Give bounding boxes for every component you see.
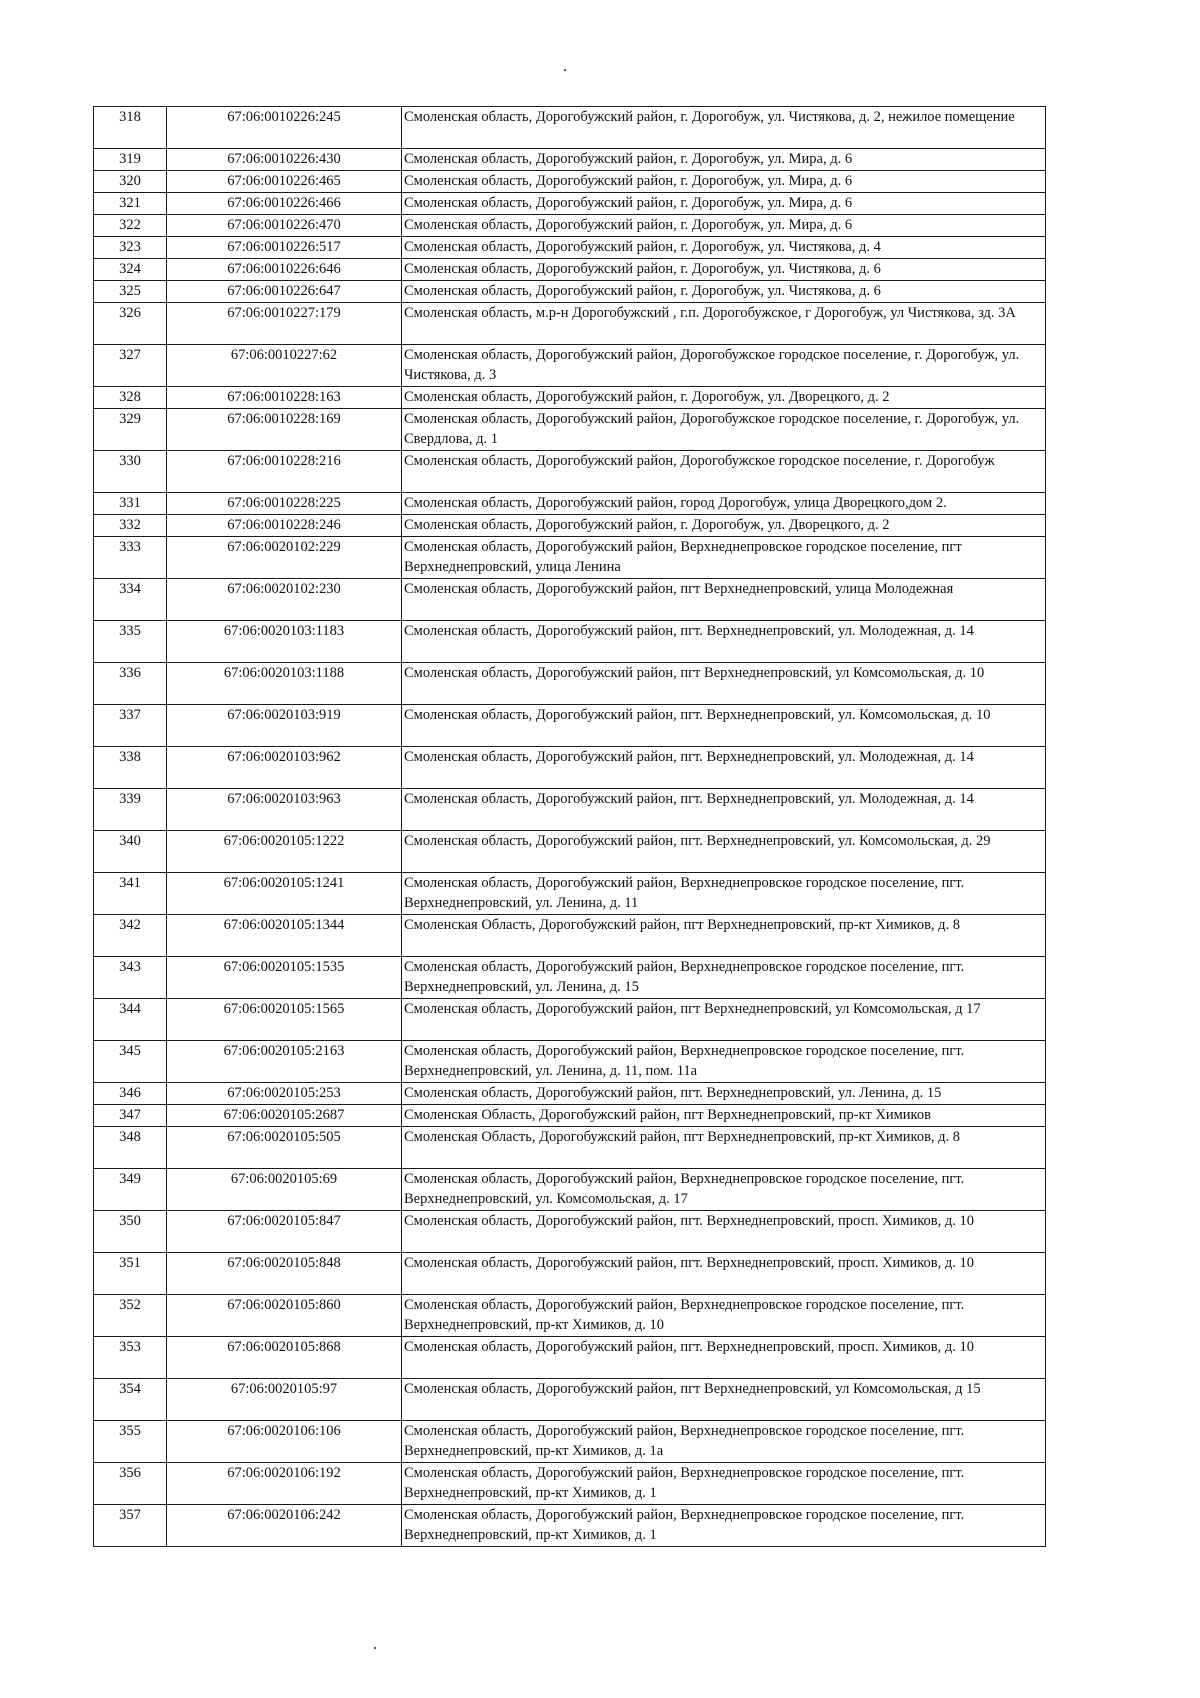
cadastral-number: 67:06:0020105:2687 — [167, 1105, 402, 1127]
address: Смоленская область, Дорогобужский район, Дорогобужское городское поселение, г. Дорогобуж — [402, 451, 1046, 493]
cadastral-number: 67:06:0020105:69 — [167, 1169, 402, 1211]
row-number: 332 — [94, 515, 167, 537]
row-number: 334 — [94, 579, 167, 621]
property-registry-table — [93, 106, 1046, 1547]
table-row — [94, 1463, 1046, 1505]
address: Смоленская область, Дорогобужский район, пгт. Верхнеднепровский, ул. Молодежная, д. 14 — [402, 621, 1046, 663]
table-row — [94, 1041, 1046, 1083]
row-number: 333 — [94, 537, 167, 579]
address: Смоленская область, Дорогобужский район, Верхнеднепровское городское поселение, пгт. Верхнеднепровский, пр-кт Химиков, д. 1 — [402, 1505, 1046, 1547]
row-number: 340 — [94, 831, 167, 873]
cadastral-number: 67:06:0010227:179 — [167, 303, 402, 345]
address: Смоленская область, Дорогобужский район, пгт. Верхнеднепровский, просп. Химиков, д. 10 — [402, 1211, 1046, 1253]
table-row — [94, 1253, 1046, 1295]
table-row — [94, 237, 1046, 259]
row-number: 357 — [94, 1505, 167, 1547]
table-row — [94, 1083, 1046, 1105]
table-row — [94, 831, 1046, 873]
cadastral-number: 67:06:0010228:169 — [167, 409, 402, 451]
row-number: 324 — [94, 259, 167, 281]
address: Смоленская область, м.р-н Дорогобужский , г.п. Дорогобужское, г Дорогобуж, ул Чистякова, зд. 3А — [402, 303, 1046, 345]
address: Смоленская область, Дорогобужский район, Верхнеднепровское городское поселение, пгт. Верхнеднепровский, пр-кт Химиков, д. 1 — [402, 1463, 1046, 1505]
row-number: 352 — [94, 1295, 167, 1337]
cadastral-number: 67:06:0020102:230 — [167, 579, 402, 621]
address: Смоленская Область, Дорогобужский район, пгт Верхнеднепровский, пр-кт Химиков — [402, 1105, 1046, 1127]
table-row — [94, 193, 1046, 215]
row-number: 350 — [94, 1211, 167, 1253]
row-number: 354 — [94, 1379, 167, 1421]
address: Смоленская область, Дорогобужский район, г. Дорогобуж, ул. Мира, д. 6 — [402, 149, 1046, 171]
row-number: 330 — [94, 451, 167, 493]
table-row — [94, 1505, 1046, 1547]
row-number: 321 — [94, 193, 167, 215]
row-number: 345 — [94, 1041, 167, 1083]
table-row — [94, 579, 1046, 621]
cadastral-number: 67:06:0010226:245 — [167, 107, 402, 149]
table-row — [94, 1337, 1046, 1379]
cadastral-number: 67:06:0010226:646 — [167, 259, 402, 281]
row-number: 351 — [94, 1253, 167, 1295]
cadastral-number: 67:06:0020105:1565 — [167, 999, 402, 1041]
row-number: 346 — [94, 1083, 167, 1105]
table-row — [94, 281, 1046, 303]
row-number: 339 — [94, 789, 167, 831]
row-number: 327 — [94, 345, 167, 387]
address: Смоленская область, Дорогобужский район, пгт Верхнеднепровский, ул Комсомольская, д. 10 — [402, 663, 1046, 705]
row-number: 343 — [94, 957, 167, 999]
address: Смоленская область, Дорогобужский район, пгт. Верхнеднепровский, ул. Молодежная, д. 14 — [402, 789, 1046, 831]
table-row — [94, 493, 1046, 515]
row-number: 319 — [94, 149, 167, 171]
address: Смоленская область, Дорогобужский район, Верхнеднепровское городское поселение, пгт. Верхнеднепровский, ул. Ленина, д. 11, пом. 11а — [402, 1041, 1046, 1083]
cadastral-number: 67:06:0020103:963 — [167, 789, 402, 831]
table-row — [94, 705, 1046, 747]
address: Смоленская область, Дорогобужский район, Верхнеднепровское городское поселение, пгт. Верхнеднепровский, ул. Комсомольская, д. 17 — [402, 1169, 1046, 1211]
row-number: 331 — [94, 493, 167, 515]
address: Смоленская область, Дорогобужский район, Верхнеднепровское городское поселение, пгт. Верхнеднепровский, пр-кт Химиков, д. 1а — [402, 1421, 1046, 1463]
table-row — [94, 747, 1046, 789]
cadastral-number: 67:06:0020105:868 — [167, 1337, 402, 1379]
address: Смоленская область, Дорогобужский район, г. Дорогобуж, ул. Мира, д. 6 — [402, 215, 1046, 237]
row-number: 336 — [94, 663, 167, 705]
row-number: 329 — [94, 409, 167, 451]
cadastral-number: 67:06:0020103:919 — [167, 705, 402, 747]
address: Смоленская область, Дорогобужский район, пгт. Верхнеднепровский, ул. Ленина, д. 15 — [402, 1083, 1046, 1105]
scan-speck-bottom — [374, 1647, 376, 1649]
address: Смоленская область, Дорогобужский район, г. Дорогобуж, ул. Чистякова, д. 6 — [402, 281, 1046, 303]
cadastral-number: 67:06:0020105:860 — [167, 1295, 402, 1337]
row-number: 325 — [94, 281, 167, 303]
cadastral-number: 67:06:0010226:465 — [167, 171, 402, 193]
table-row — [94, 1379, 1046, 1421]
table-row — [94, 451, 1046, 493]
table-row — [94, 215, 1046, 237]
row-number: 341 — [94, 873, 167, 915]
row-number: 323 — [94, 237, 167, 259]
cadastral-number: 67:06:0010228:163 — [167, 387, 402, 409]
cadastral-number: 67:06:0010226:517 — [167, 237, 402, 259]
row-number: 353 — [94, 1337, 167, 1379]
cadastral-number: 67:06:0020105:505 — [167, 1127, 402, 1169]
cadastral-number: 67:06:0020105:97 — [167, 1379, 402, 1421]
table-row — [94, 873, 1046, 915]
cadastral-number: 67:06:0020103:1188 — [167, 663, 402, 705]
table-row — [94, 1421, 1046, 1463]
table-row — [94, 789, 1046, 831]
address: Смоленская область, Дорогобужский район, пгт Верхнеднепровский, ул Комсомольская, д 15 — [402, 1379, 1046, 1421]
row-number: 328 — [94, 387, 167, 409]
table-row — [94, 915, 1046, 957]
address: Смоленская область, Дорогобужский район, пгт. Верхнеднепровский, просп. Химиков, д. 10 — [402, 1253, 1046, 1295]
cadastral-number: 67:06:0020105:1222 — [167, 831, 402, 873]
address: Смоленская область, Дорогобужский район, г. Дорогобуж, ул. Чистякова, д. 4 — [402, 237, 1046, 259]
row-number: 349 — [94, 1169, 167, 1211]
cadastral-number: 67:06:0010228:246 — [167, 515, 402, 537]
cadastral-number: 67:06:0020106:106 — [167, 1421, 402, 1463]
table-row — [94, 1127, 1046, 1169]
row-number: 320 — [94, 171, 167, 193]
row-number: 347 — [94, 1105, 167, 1127]
cadastral-number: 67:06:0010226:430 — [167, 149, 402, 171]
address: Смоленская область, Дорогобужский район, Верхнеднепровское городское поселение, пгт. Верхнеднепровский, ул. Ленина, д. 11 — [402, 873, 1046, 915]
cadastral-number: 67:06:0020105:848 — [167, 1253, 402, 1295]
table-row — [94, 621, 1046, 663]
table-row — [94, 537, 1046, 579]
cadastral-number: 67:06:0020105:1535 — [167, 957, 402, 999]
table-row — [94, 107, 1046, 149]
scan-speck-top — [564, 69, 566, 71]
address: Смоленская область, Дорогобужский район, пгт. Верхнеднепровский, ул. Комсомольская, д. 29 — [402, 831, 1046, 873]
row-number: 322 — [94, 215, 167, 237]
cadastral-number: 67:06:0010226:470 — [167, 215, 402, 237]
cadastral-number: 67:06:0020103:1183 — [167, 621, 402, 663]
address: Смоленская область, Дорогобужский район, г. Дорогобуж, ул. Мира, д. 6 — [402, 171, 1046, 193]
address: Смоленская область, Дорогобужский район, пгт Верхнеднепровский, ул Комсомольская, д 17 — [402, 999, 1046, 1041]
table-row — [94, 1169, 1046, 1211]
address: Смоленская область, Дорогобужский район, пгт. Верхнеднепровский, ул. Молодежная, д. 14 — [402, 747, 1046, 789]
table-row — [94, 957, 1046, 999]
address: Смоленская область, Дорогобужский район, пгт. Верхнеднепровский, ул. Комсомольская, д. 10 — [402, 705, 1046, 747]
table-row — [94, 259, 1046, 281]
cadastral-number: 67:06:0010228:216 — [167, 451, 402, 493]
address: Смоленская область, Дорогобужский район, г. Дорогобуж, ул. Дворецкого, д. 2 — [402, 515, 1046, 537]
cadastral-number: 67:06:0010228:225 — [167, 493, 402, 515]
table-row — [94, 663, 1046, 705]
row-number: 338 — [94, 747, 167, 789]
address: Смоленская область, Дорогобужский район, г. Дорогобуж, ул. Мира, д. 6 — [402, 193, 1046, 215]
address: Смоленская область, Дорогобужский район, Дорогобужское городское поселение, г. Дорогобуж, ул. Свердлова, д. 1 — [402, 409, 1046, 451]
address: Смоленская Область, Дорогобужский район, пгт Верхнеднепровский, пр-кт Химиков, д. 8 — [402, 915, 1046, 957]
row-number: 326 — [94, 303, 167, 345]
cadastral-number: 67:06:0020102:229 — [167, 537, 402, 579]
row-number: 344 — [94, 999, 167, 1041]
address: Смоленская область, Дорогобужский район, г. Дорогобуж, ул. Дворецкого, д. 2 — [402, 387, 1046, 409]
address: Смоленская область, Дорогобужский район, Верхнеднепровское городское поселение, пгт. Верхнеднепровский, пр-кт Химиков, д. 10 — [402, 1295, 1046, 1337]
table-row — [94, 1295, 1046, 1337]
address: Смоленская область, Дорогобужский район, г. Дорогобуж, ул. Чистякова, д. 6 — [402, 259, 1046, 281]
cadastral-number: 67:06:0020105:253 — [167, 1083, 402, 1105]
cadastral-number: 67:06:0010226:647 — [167, 281, 402, 303]
address: Смоленская область, Дорогобужский район, Дорогобужское городское поселение, г. Дорогобуж, ул. Чистякова, д. 3 — [402, 345, 1046, 387]
cadastral-number: 67:06:0020106:242 — [167, 1505, 402, 1547]
address: Смоленская область, Дорогобужский район, Верхнеднепровское городское поселение, пгт Верхнеднепровский, улица Ленина — [402, 537, 1046, 579]
address: Смоленская область, Дорогобужский район, пгт Верхнеднепровский, улица Молодежная — [402, 579, 1046, 621]
table-row — [94, 149, 1046, 171]
table-row — [94, 1105, 1046, 1127]
table-row — [94, 1211, 1046, 1253]
cadastral-number: 67:06:0010227:62 — [167, 345, 402, 387]
table-row — [94, 999, 1046, 1041]
row-number: 356 — [94, 1463, 167, 1505]
row-number: 348 — [94, 1127, 167, 1169]
address: Смоленская область, Дорогобужский район, Верхнеднепровское городское поселение, пгт. Верхнеднепровский, ул. Ленина, д. 15 — [402, 957, 1046, 999]
cadastral-number: 67:06:0010226:466 — [167, 193, 402, 215]
address: Смоленская область, Дорогобужский район, город Дорогобуж, улица Дворецкого,дом 2. — [402, 493, 1046, 515]
table-row — [94, 171, 1046, 193]
row-number: 318 — [94, 107, 167, 149]
table-row — [94, 345, 1046, 387]
cadastral-number: 67:06:0020105:2163 — [167, 1041, 402, 1083]
row-number: 335 — [94, 621, 167, 663]
address: Смоленская область, Дорогобужский район, пгт. Верхнеднепровский, просп. Химиков, д. 10 — [402, 1337, 1046, 1379]
registry-body — [94, 107, 1046, 1547]
cadastral-number: 67:06:0020103:962 — [167, 747, 402, 789]
table-row — [94, 303, 1046, 345]
address: Смоленская область, Дорогобужский район, г. Дорогобуж, ул. Чистякова, д. 2, нежилое помещение — [402, 107, 1046, 149]
address: Смоленская Область, Дорогобужский район, пгт Верхнеднепровский, пр-кт Химиков, д. 8 — [402, 1127, 1046, 1169]
table-row — [94, 515, 1046, 537]
row-number: 355 — [94, 1421, 167, 1463]
cadastral-number: 67:06:0020105:1344 — [167, 915, 402, 957]
cadastral-number: 67:06:0020106:192 — [167, 1463, 402, 1505]
cadastral-number: 67:06:0020105:847 — [167, 1211, 402, 1253]
row-number: 342 — [94, 915, 167, 957]
row-number: 337 — [94, 705, 167, 747]
table-row — [94, 387, 1046, 409]
table-row — [94, 409, 1046, 451]
cadastral-number: 67:06:0020105:1241 — [167, 873, 402, 915]
